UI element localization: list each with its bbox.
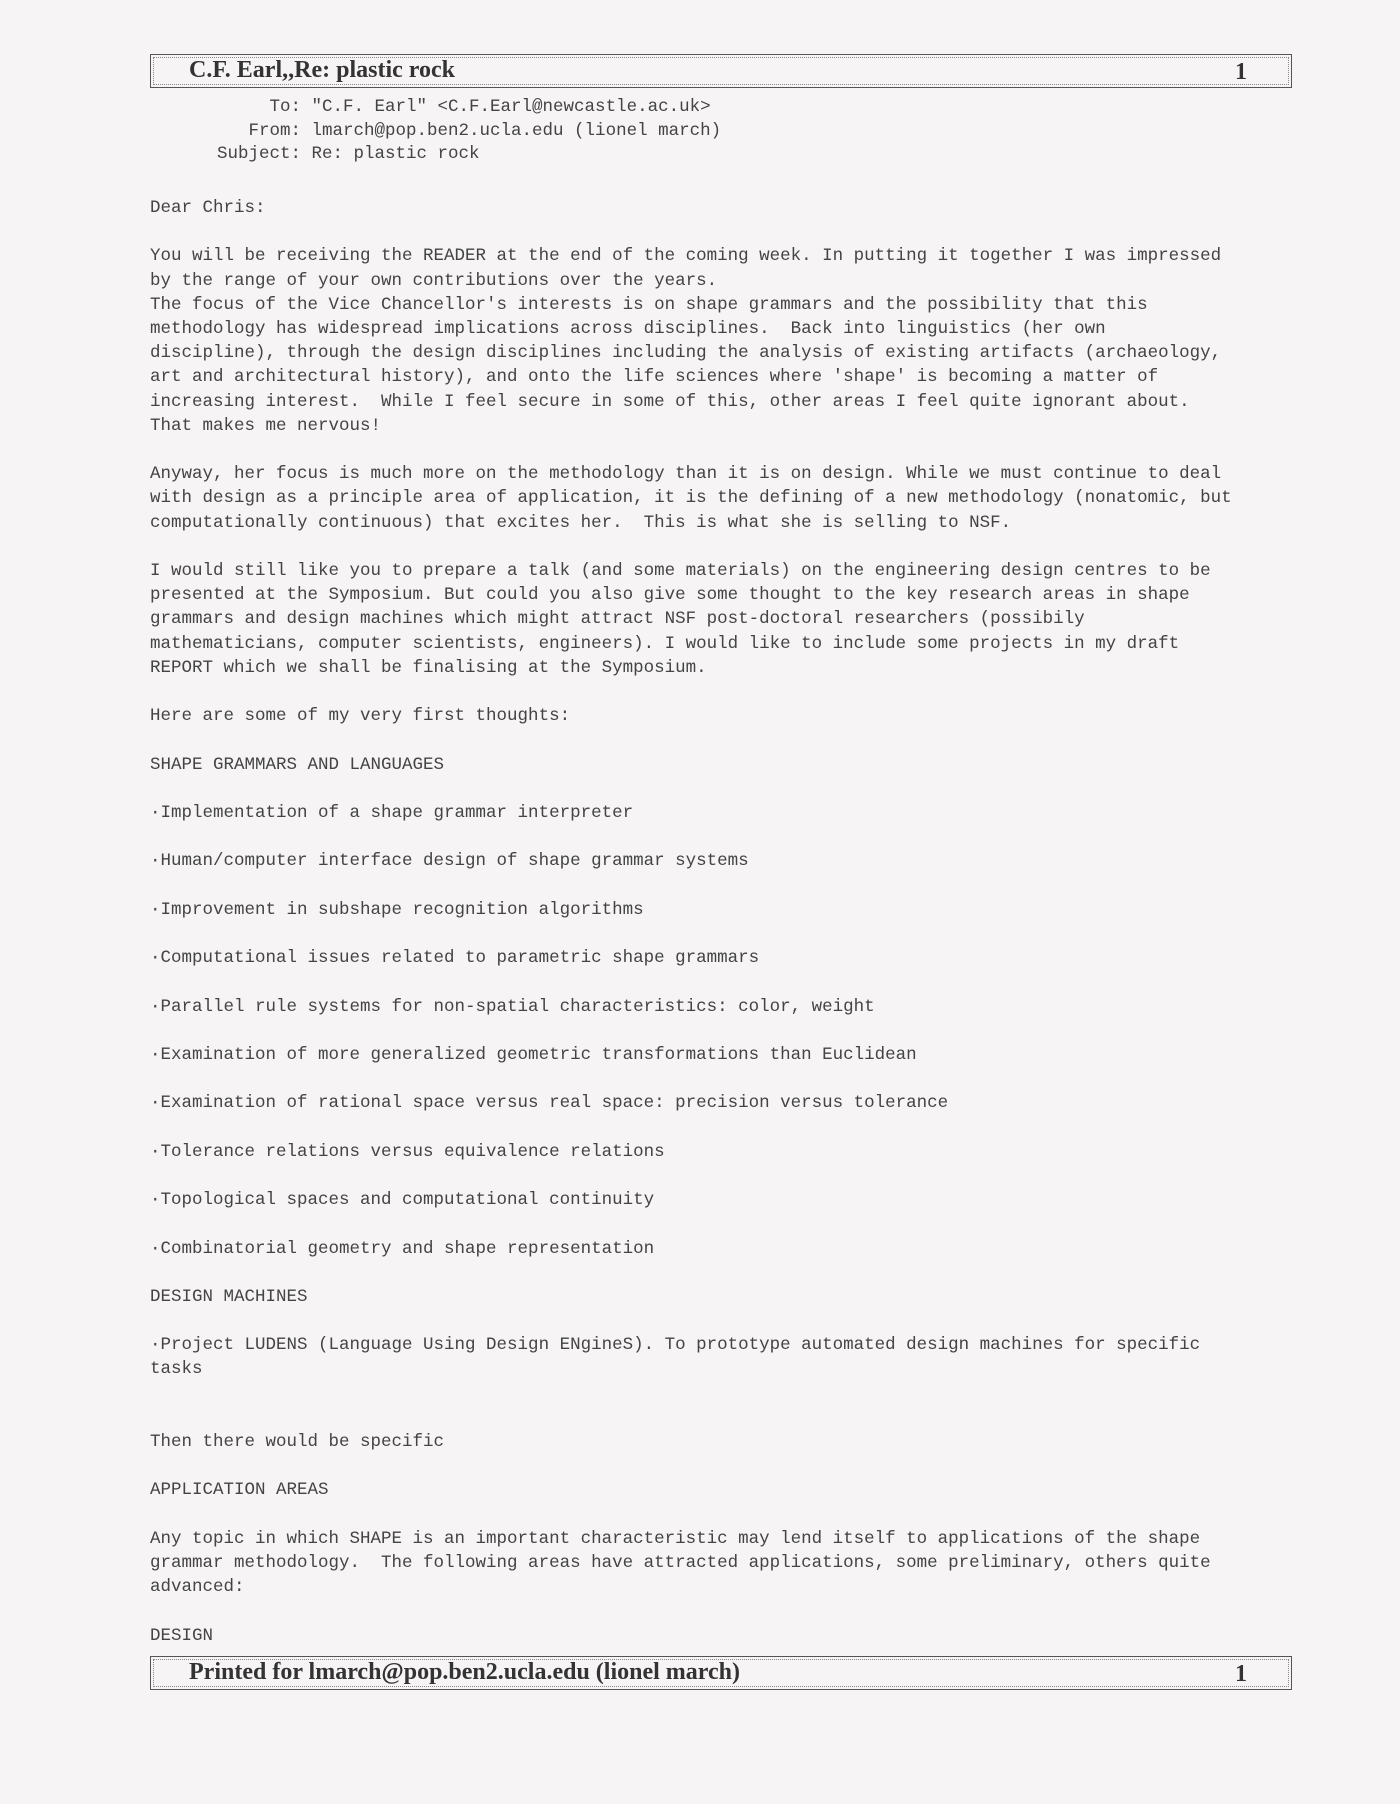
body-line: ·Combinatorial geometry and shape representation xyxy=(150,1238,655,1259)
body-line: Any topic in which SHAPE is an important characteristic may lend itself to applications of the shape xyxy=(150,1528,1201,1549)
blank-line xyxy=(150,1212,1300,1236)
body-line: ·Examination of rational space versus real space: precision versus tolerance xyxy=(150,1093,949,1114)
blank-line xyxy=(150,1406,1300,1430)
blank-line xyxy=(150,874,1300,898)
body-line: ·Human/computer interface design of shape grammar systems xyxy=(150,851,749,872)
body-line: ·Topological spaces and computational continuity xyxy=(150,1190,655,1211)
body-line: methodology has widespread implications across disciplines. Back into linguistics (her own xyxy=(150,319,1106,339)
blank-line xyxy=(150,825,1300,849)
blank-line xyxy=(150,1599,1300,1623)
footer-page-number: 1 xyxy=(1235,1661,1247,1687)
email-headers xyxy=(150,96,721,167)
blank-line xyxy=(150,1382,1300,1406)
body-line: That makes me nervous! xyxy=(150,415,382,436)
body-line: advanced: xyxy=(150,1577,245,1598)
body-line: with design as a principle area of application, it is the defining of a new methodology (nonatomic, but xyxy=(150,488,1232,509)
blank-line xyxy=(150,1116,1300,1140)
header-title: C.F. Earl,,Re: plastic rock xyxy=(189,57,455,83)
blank-line xyxy=(150,1261,1300,1285)
header-box xyxy=(150,54,1292,88)
body-line: Then there would be specific xyxy=(150,1432,445,1453)
header-key: Subject: xyxy=(216,144,301,164)
blank-line xyxy=(150,1454,1300,1478)
body-line: DESIGN MACHINES xyxy=(150,1286,308,1307)
body-line: grammars and design machines which might attract NSF post-doctoral researchers (possibily xyxy=(150,609,1085,630)
body-line: art and architectural history), and onto the life sciences where 'shape' is becoming a matter of xyxy=(150,367,1159,388)
blank-line xyxy=(150,922,1300,946)
blank-line xyxy=(150,728,1300,752)
body-line: grammar methodology. The following areas have attracted applications, some preliminary, others quite xyxy=(150,1553,1211,1574)
body-line: ·Computational issues related to parametric shape grammars xyxy=(150,948,760,969)
body-line: ·Parallel rule systems for non-spatial characteristics: color, weight xyxy=(150,996,875,1017)
body-line: SHAPE GRAMMARS AND LANGUAGES xyxy=(150,754,445,775)
body-line: DESIGN xyxy=(150,1625,214,1646)
header-value: lmarch@pop.ben2.ucla.edu (lionel march) xyxy=(311,120,722,141)
blank-line xyxy=(150,535,1300,559)
footer-box xyxy=(150,1656,1292,1690)
body-line: REPORT which we shall be finalising at the Symposium. xyxy=(150,657,707,678)
body-line: You will be receiving the READER at the end of the coming week. In putting it together I was impressed xyxy=(150,246,1222,267)
header-key: From: xyxy=(248,120,301,141)
header-value: "C.F. Earl" <C.F.Earl@newcastle.ac.uk> xyxy=(311,97,711,117)
blank-line xyxy=(150,438,1300,462)
body-line: Dear Chris: xyxy=(150,198,266,218)
email-header-to xyxy=(150,96,721,120)
body-line: by the range of your own contributions over the years. xyxy=(150,270,718,291)
header-key: To: xyxy=(269,97,301,117)
body-line: ·Tolerance relations versus equivalence relations xyxy=(150,1141,665,1162)
email-header-from xyxy=(150,120,721,144)
body-line: Here are some of my very first thoughts: xyxy=(150,706,571,727)
body-line: The focus of the Vice Chancellor's interests is on shape grammars and the possibility that this xyxy=(150,294,1148,315)
body-line: ·Project LUDENS (Language Using Design ENgineS). To prototype automated design machines for specific xyxy=(150,1335,1201,1356)
header-value: Re: plastic rock xyxy=(311,144,480,164)
body-line: Anyway, her focus is much more on the methodology than it is on design. While we must continue to deal xyxy=(150,464,1222,485)
blank-line xyxy=(150,1019,1300,1043)
email-header-subject xyxy=(150,143,721,167)
body-line: increasing interest. While I feel secure in some of this, other areas I feel quite ignorant about. xyxy=(150,391,1190,412)
body-line: mathematicians, computer scientists, engineers). I would like to include some projects in my draft xyxy=(150,633,1180,654)
blank-line xyxy=(150,680,1300,704)
body-line: discipline), through the design disciplines including the analysis of existing artifacts (archaeology, xyxy=(150,343,1222,364)
body-line: tasks xyxy=(150,1359,203,1380)
body-line: ·Implementation of a shape grammar interpreter xyxy=(150,802,634,823)
footer-title: Printed for lmarch@pop.ben2.ucla.edu (lionel march) xyxy=(189,1659,740,1685)
header-page-number: 1 xyxy=(1235,59,1247,85)
body-line: computationally continuous) that excites her. This is what she is selling to NSF. xyxy=(150,512,1012,533)
blank-line xyxy=(150,1067,1300,1091)
blank-line xyxy=(150,1164,1300,1188)
blank-line xyxy=(150,970,1300,994)
body-line: presented at the Symposium. But could you also give some thought to the key research areas in shape xyxy=(150,585,1190,606)
blank-line xyxy=(150,220,1300,244)
email-body xyxy=(150,196,1300,1648)
body-line: ·Improvement in subshape recognition algorithms xyxy=(150,899,644,920)
body-line: APPLICATION AREAS xyxy=(150,1480,329,1501)
blank-line xyxy=(150,1503,1300,1527)
body-line: ·Examination of more generalized geometric transformations than Euclidean xyxy=(150,1044,917,1065)
blank-line xyxy=(150,777,1300,801)
blank-line xyxy=(150,1309,1300,1333)
body-line: I would still like you to prepare a talk (and some materials) on the engineering design centres to be xyxy=(150,561,1211,581)
